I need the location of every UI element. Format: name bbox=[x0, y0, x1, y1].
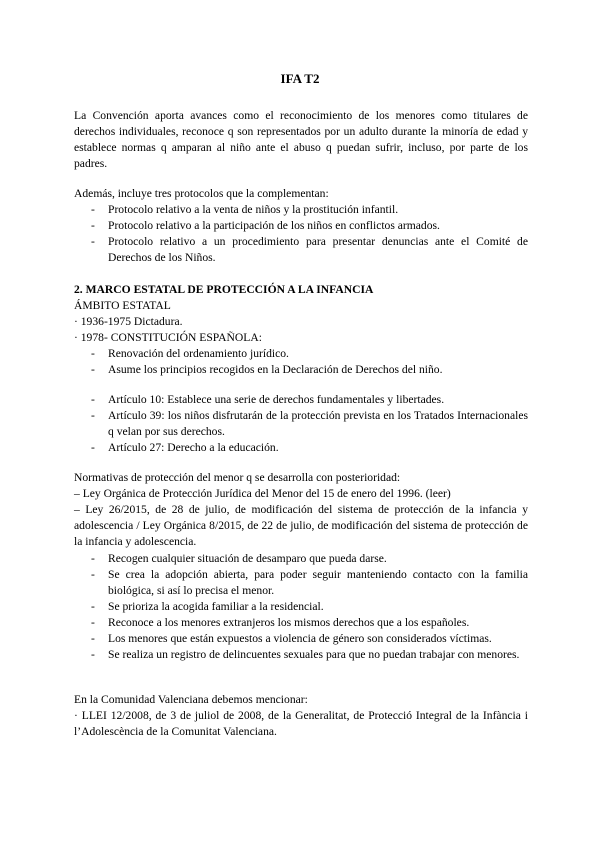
dash-bullet: - bbox=[91, 219, 95, 232]
list-item: - Protocolo relativo a la participación de los niños en conflictos armados. bbox=[91, 219, 440, 232]
dash-bullet: - bbox=[91, 235, 95, 248]
ley-items-list bbox=[74, 551, 528, 663]
list-item: - Artículo 39: los niños disfrutarán de la protección prevista en los Tratados Internacionales q velan por sus derechos. bbox=[91, 409, 528, 438]
normativas-intro: Normativas de protección del menor q se desarrolla con posterioridad: bbox=[74, 471, 401, 484]
dash-bullet: - bbox=[91, 393, 95, 406]
list-item: - Se crea la adopción abierta, para poder seguir manteniendo contacto con la familia biológica, si así lo precisa el menor. bbox=[91, 568, 528, 597]
dash-bullet: - bbox=[91, 632, 95, 645]
section-heading: 2. MARCO ESTATAL DE PROTECCIÓN A LA INFANCIA bbox=[74, 283, 374, 296]
line-1936: · 1936-1975 Dictadura. bbox=[74, 315, 183, 328]
valencia-intro: En la Comunidad Valenciana debemos mencionar: bbox=[74, 693, 308, 706]
list-item: - Artículo 10: Establece una serie de derechos fundamentales y libertades. bbox=[91, 393, 445, 406]
list-item: - Asume los principios recogidos en la Declaración de Derechos del niño. bbox=[91, 363, 443, 376]
protocols-intro: Además, incluye tres protocolos que la complementan: bbox=[74, 187, 329, 200]
list-item: - Los menores que están expuestos a violencia de género son considerados víctimas. bbox=[91, 632, 492, 645]
dash-bullet: - bbox=[91, 363, 95, 376]
list-item: - Renovación del ordenamiento jurídico. bbox=[91, 347, 289, 360]
list-item: - Recogen cualquier situación de desamparo que pueda darse. bbox=[91, 552, 387, 565]
line-1978: · 1978- CONSTITUCIÓN ESPAÑOLA: bbox=[74, 331, 262, 344]
dash-bullet: - bbox=[91, 441, 95, 454]
dash-bullet: - bbox=[91, 616, 95, 629]
list-item: - Se realiza un registro de delincuentes sexuales para que no puedan trabajar con menores. bbox=[91, 648, 520, 661]
llei-2008: · LLEI 12/2008, de 3 de juliol de 2008, de la Generalitat, de Protecció Integral de la Infància i l’Adolescència de la Comunitat Valenciana. bbox=[74, 709, 528, 738]
protocols-list bbox=[74, 202, 528, 266]
articles-list bbox=[74, 392, 528, 456]
dash-bullet: - bbox=[91, 552, 95, 565]
dash-bullet: - bbox=[91, 347, 95, 360]
page-title: IFA T2 bbox=[280, 71, 320, 86]
dash-bullet: - bbox=[91, 600, 95, 613]
list-item: - Se prioriza la acogida familiar a la residencial. bbox=[91, 600, 324, 613]
list-item: - Artículo 27: Derecho a la educación. bbox=[91, 441, 279, 454]
dash-bullet: - bbox=[91, 568, 95, 581]
dash-bullet: - bbox=[91, 648, 95, 661]
list-item: - Protocolo relativo a la venta de niños y la prostitución infantil. bbox=[91, 203, 399, 216]
dash-bullet: - bbox=[91, 203, 95, 216]
ley-1996: – Ley Orgánica de Protección Jurídica del Menor del 15 de enero del 1996. (leer) bbox=[74, 487, 451, 500]
intro-paragraph: La Convención aporta avances como el reconocimiento de los menores como titulares de derechos individuales, reconoce q son representados por un adulto durante la minoría de edad y establece normas q amparan al niño ante el abuso q puedan sufrir, incluso, por parte de los padres. bbox=[74, 109, 528, 170]
constitution-list bbox=[74, 346, 528, 378]
dash-bullet: - bbox=[91, 409, 95, 422]
section-subheading: ÁMBITO ESTATAL bbox=[74, 299, 171, 312]
list-item: - Reconoce a los menores extranjeros los mismos derechos que a los españoles. bbox=[91, 616, 470, 629]
list-item: - Protocolo relativo a un procedimiento para presentar denuncias ante el Comité de Derechos de los Niños. bbox=[91, 235, 528, 264]
ley-2015: – Ley 26/2015, de 28 de julio, de modificación del sistema de protección de la infancia y adolescencia / Ley Orgánica 8/2015, de 22 de julio, de modificación del sistema de protección de la infancia y adolescencia. bbox=[74, 503, 528, 548]
